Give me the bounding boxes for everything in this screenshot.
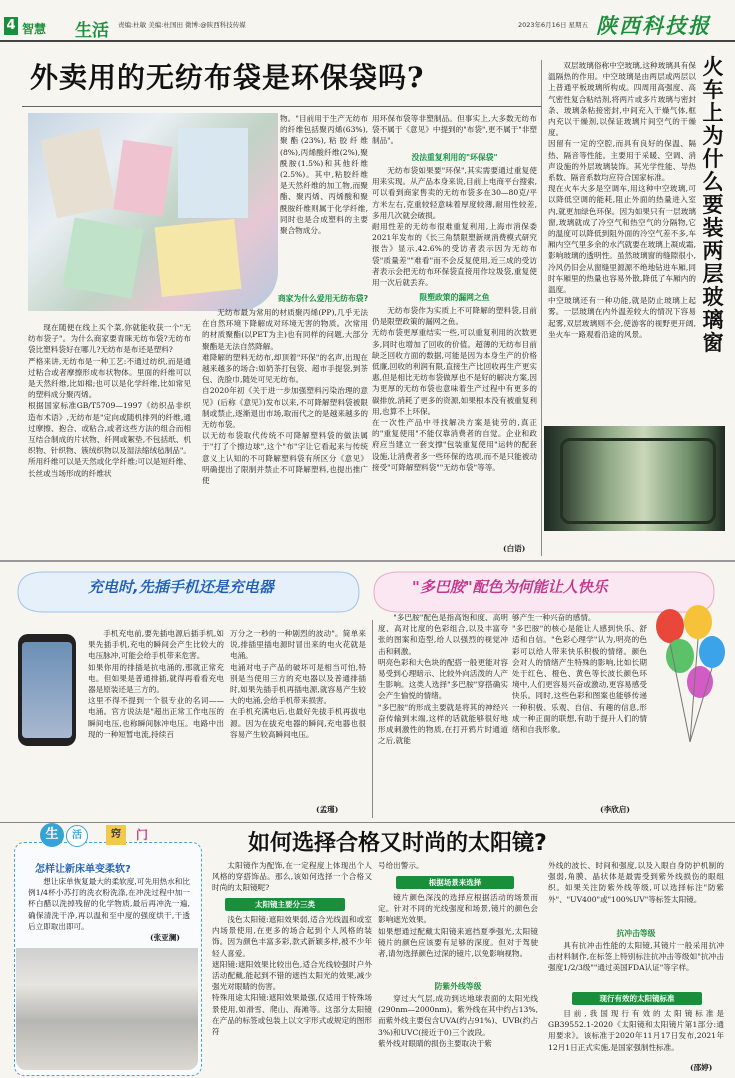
article5-signature: (张亚澜) bbox=[150, 933, 180, 942]
article4-para-b: 够产生一种兴奋的感情。 "多巴胺"的核心是能让人感到快乐、舒适和自信。"色彩心理学"认为,明亮的色彩可以给人带来快乐积极的情绪。颜色会对人的情绪产生特殊的影响,比如长期处于红色、橙色、黄色等长波长颜色环境中,人们更容易兴奋或激动,更容易感受快乐。同时,这些色彩和图案也能够传递一种积极、乐观、自信、有趣的信息,形成一种正面的联想,有助于提升人们的情绪和自我形象。 bbox=[512, 613, 647, 735]
section-divider bbox=[0, 560, 735, 562]
balloons-photo bbox=[650, 604, 728, 744]
article5-body: 想让床单恢复最大的柔软度,可先用热水和比例1/4杯小苏打的洗衣粉洗涤,在冲洗过程中加一杯白醋以洗掉残留的化学物质,最后再冲洗一遍,确保清洗干净,再以温和至中度的强度烘干,干透后立即取出即可。 bbox=[28, 877, 190, 931]
article1-sub2: 没法重复利用的"环保袋" bbox=[411, 153, 498, 162]
article6-sub-uv: 防紫外线等级 bbox=[434, 982, 482, 991]
article3-para-b: 万分之一秒的一种剧烈的波动"。简单来说,排插里插电源时冒出来的电火花就是电涌。 电涌对电子产品的破坏可是相当可怕,特别是当使用三方的充电器以及普通排插时,如果先插手机再插电源,就容易产生较大的电涌,会给手机带来损害。 在手机充满电后,也最好先拔手机再拔电源。因为在拔充电器的瞬间,充电器也很容易产生较高瞬间电压。 bbox=[230, 629, 366, 739]
title-rule bbox=[22, 106, 542, 107]
article6-title: 如何选择合格又时尚的太阳镜? bbox=[248, 831, 547, 856]
article1-signature: (白语) bbox=[503, 544, 526, 553]
train-window-frame bbox=[560, 438, 716, 524]
article3-title: 充电时,先插手机还是充电器 bbox=[88, 578, 274, 596]
article1-sub3: 限塑政策的漏网之鱼 bbox=[419, 293, 490, 302]
article2-body: 双层玻璃俗称中空玻璃,这种玻璃具有保温隔热的作用。中空玻璃是由两层或两层以上普通平板玻璃所构成。四周用高强度、高气密性复合粘结剂,将两片或多片玻璃与密封条、玻璃条粘接密封,中间充入干燥气体,框内充以干燥剂,以保证玻璃片间空气的干燥度。 因留有一定的空腔,而具有良好的保温、隔热、隔音等性能。主要用于采暖、空调、消声设施的外层玻璃装饰。其光学性能、导热系数、隔音系数均应符合国家标准。 现在火车大多是空调车,用这种中空玻璃,可以降低空调的能耗,阻止外面的热量进入室内,就更加绿色环保。因为如果只有一层玻璃窗,玻璃就成了冷空气和热空气的分隔物,它的温度可以降低到阻外面的冷空气差不多,车厢内空气里多余的水汽就要在玻璃上凝成霜,影响玻璃的透明性。虽然玻璃窗的缝隙很小,冷风仍旧会从窗缝里源源不绝地钻进车厢,同时车厢里的热量也容易外散,降低了车厢内的温度。 中空玻璃还有一种功能,就是防止玻璃上起雾。一层玻璃在内外温差较大的情况下容易起雾,双层玻璃则不会,使游客的视野更开阔,坐火车一路观看沿途的风景。 bbox=[548, 61, 696, 339]
article1-intro: 现在随便在线上买个菜,你就能收获一个"无纺布袋子"。为什么商家要青睐无纺布袋?无纺布袋比塑料袋好在哪儿?无纺布是布还是塑料? 严格来讲,无纺布是一种工艺:不通过纺织,而是通过粘合或者摩擦形成布状物体。里面的纤维可以是天然纤维,比如棉;也可以是化学纤维,比如常见的塑料成分聚丙烯。 根据国家标准GB/T5709—1997《纺织品非织造布术语》,无纺布是"定向或随机排列的纤维,通过摩擦、抱合、或粘合,或者这些方法的组合而相互结合制成的片状物、纤网或絮垫,不包括纸、机织物、针织物、簇绒织物以及湿法缩绒毡制品"。所用纤维可以是天然或化学纤维;可以是短纤维、长丝或当场形成的纤维状 bbox=[28, 323, 191, 478]
article2-title: 火车上为什么要装两层玻璃窗 bbox=[702, 55, 724, 355]
section-name bbox=[22, 20, 46, 37]
article4-title: "多巴胺"配色为何能让人快乐 bbox=[412, 578, 608, 596]
page-number: 4 bbox=[4, 17, 18, 35]
article6-para-f: 外线的波长、时间和强度,以及入眼自身防护机制的强弱,角膜、晶状体是最需受到紫外线损伤的眼组织。如果关注防紫外线等级,可以选择标注"防紫外"、"UV400"或"100%UV"等标签太阳镜。 bbox=[548, 861, 724, 904]
article6-para-d: 镜片颜色深浅的选择应根据活动的场景而定。针对不同的光线强度和场景,镜片的颜色会影响遮光效果。 如果想通过配戴太阳镜来遮挡夏季强光,太阳镜镜片的颜色应该要有足够的深度。但对于驾驶者,请勿选择颜色过深的镜片,以免影响视物。 bbox=[378, 893, 538, 959]
article1-para-d: 用环保布袋等非塑制品。但事实上,大多数无纺布袋不属于《意见》中提到的"布袋",更不属于"非塑制品"。 bbox=[372, 114, 537, 146]
article6-para-a: 太阳镜作为配饰,在一定程度上体现出个人风格的穿搭饰品。那么,该如何选择一个合格又时尚的太阳镜呢? bbox=[212, 861, 372, 893]
article1-para-b: 物。"目前用于生产无纺布的纤维包括聚丙烯(63%),聚酯(23%),粘胶纤维(8%),丙烯酸纤维(2%),聚酰胺(1.5%)和其他纤维(2.5%)。其中,粘胶纤维是天然纤维的加工物,而聚酯、聚丙烯、丙烯酸和聚酰胺纤维则属于化学纤维,同时也是合成塑料的主要聚合物成分。 bbox=[280, 114, 368, 236]
badge-c: 窍 bbox=[106, 825, 126, 845]
section-name-2 bbox=[75, 16, 109, 41]
article6-pill-2: 根据场景来选择 bbox=[396, 876, 514, 889]
article6-para-b: 浅色太阳镜:遮阳效果弱,适合光线温和或室内场景使用,在更多的场合起到个人风格的装饰。因为颜色丰富多彩,款式新颖多样,被不少年轻人喜爱。 遮阳镜:遮阳效果比较出色,适合光线较强时户外活动配戴,能起到不错的遮挡太阳光的效果,减少强光对眼睛的伤害。 特殊用途太阳镜:遮阳效果最强,仅适用于特殊场景使用,如滑雪、爬山、海滩等。这部分太阳镜在产品的标签或包装上以文字形式或规定的图形符 bbox=[212, 915, 372, 1037]
article6-para-h: 目前,我国现行有效的太阳镜标准是GB39552.1-2020《太阳镜和太阳镜片第1部分:通用要求》。该标准于2020年11月17日发布,2021年12月1日正式实施,是国家强制性标准。 bbox=[548, 1009, 724, 1052]
article1-title: 外卖用的无纺布袋是环保袋吗? bbox=[30, 61, 425, 94]
badge-a: 生 bbox=[40, 823, 64, 847]
paper-logo: 陕西科技报 bbox=[596, 13, 711, 38]
article6-pill-3: 现行有效的太阳镜标准 bbox=[572, 992, 702, 1005]
section-b: 生 bbox=[75, 21, 92, 41]
article4-para-a: "多巴胺"配色是指高饱和度、高明度、高对比度的色彩组合,以及丰富夸张的图案和造型,给人以强烈的视觉冲击和刺激。 明亮色彩和大色块的配搭一般更能对容易受到心理暗示、比较外向活泼的人产生影响。这类人选择"多巴胺"穿搭确实会产生愉悦的情绪。 "多巴胺"的形成主要就是将其的神经兴奋传输到末端,这样的话就能够很好地形成刺激性的物质,在打开鸦片时通道之后,就能 bbox=[378, 613, 508, 746]
article3-para-a: 手机充电前,要先插电源后插手机,如果先插手机,充电的瞬间会产生比较大的电压脉冲,可能会给手机带来危害。 如果你用的排插是抗电涌的,那就正常充电。但如果是普通排插,就得再看看充电器是原装还是三方的。 这里不得不提到一个很专业的名词——电涌。官方说法是"超出正常工作电压的瞬间电压,也称瞬间脉冲电压。电路中出现的一种短暂电流,持续百 bbox=[88, 629, 224, 739]
column-rule bbox=[541, 60, 542, 556]
article1-sub1: 商家为什么爱用无纺布袋? bbox=[277, 294, 369, 303]
phone-screen bbox=[22, 642, 72, 738]
article6-pill-1: 太阳镜主要分三类 bbox=[225, 898, 345, 911]
photo-bags bbox=[28, 113, 278, 311]
bags-illustration bbox=[28, 113, 278, 311]
badge-d: 门 bbox=[135, 828, 148, 842]
article6-signature: (邵婷) bbox=[690, 1063, 713, 1072]
badge-b: 活 bbox=[66, 825, 88, 847]
column-rule-2 bbox=[372, 620, 373, 818]
editor-line: 责编:杜敏 美编:杜国田 微博:@陕西科技传媒 bbox=[118, 21, 246, 29]
article6-sub-impact: 抗冲击等级 bbox=[616, 929, 656, 938]
life-tips-badge bbox=[40, 823, 160, 849]
article6-para-g: 具有抗冲击性能的太阳镜,其镜片一般采用抗冲击材料制作,在标签上特别标注抗冲击等级如"抗冲击强度1/2/3级""通过美国FDA认证"等字样。 bbox=[548, 941, 724, 973]
article1-para-c: 无纺布最为常用的材质聚丙烯(PP),几乎无法在自然环境下降解成对环境无害的物质。次常用的材质聚酯(以PET为主)也有同样的问题,大部分聚酯是无法自然降解。 难降解的塑料无纺布,却顶着"环保"的名声,出现在越来越多的场合:如奶茶打包袋、超市手提袋,到茶包、洗脸巾,随处可见无纺布。 自2020年初《关于进一步加强塑料污染治理的意见》(后称《意见》)发布以来,不可降解塑料袋被限制或禁止,逐渐退出市场,取而代之的是越来越多的无纺布袋。 以无纺布袋取代传统不可降解塑料袋的做法属于"打了个擦边球",这个"布"字让它看起来与传统意义上认知的不可降解塑料袋有所区分《意见》明确提出了限制并禁止不可降解塑料,也提出推广使 bbox=[202, 308, 368, 486]
balloons-illustration bbox=[650, 604, 728, 744]
article3-signature: (孟瑾) bbox=[316, 805, 339, 814]
section-a: 智慧 bbox=[22, 22, 47, 36]
article6-para-e: 穿过大气层,成功到达地球表面的太阳光线(290nm—2000nm)。紫外线在其中约占13%,而紫外线主要包含UVA(约占91%)、UVB(约占3%)和UVC(接近于0)三个波段。 紫外线对眼睛的损伤主要取决于紫 bbox=[378, 994, 538, 1048]
article5-title: 怎样让新床单变柔软? bbox=[35, 864, 131, 875]
issue-date: 2023年6月16日 星期五 bbox=[518, 21, 589, 29]
article6-para-c: 号给出警示。 bbox=[378, 861, 424, 870]
article1-para-f: 无纺布袋作为实质上不可降解的塑料袋,目前仍是限塑政策的漏网之鱼。 无纺布袋更厚重结实一些,可以重复利用的次数更多,同时也增加了回收的价值。超薄的无纺布目前缺乏回收方面的数据,可能是因为本身生产的价格低廉,回收的利润有限,直接生产比回收再生产更实惠,但是相比无纺布袋做厚也不是好的解决方案,因为更厚的无纺布袋也意味着生产过程中有更多的碳排放,消耗了更多的资源,如果根本没有被重复利用,也算不上环保。 在一次性产品中寻找解决方案是徒劳的,真正的"重复使用"不能仅靠消费者的自觉。企业和政府应当建立一套支撑"包装重复使用"运转的配套设施,让消费者多一些环保的选项,而不是只能被动接受"可降解塑料袋""无纺布袋"等等。 bbox=[372, 306, 537, 472]
article4-signature: (李欣启) bbox=[600, 805, 630, 814]
section-c: 活 bbox=[92, 21, 109, 41]
article1-para-e: 无纺布袋如果要"环保",其实需要通过重复使用来实现。从产品本身来说,目前上电商平台搜索,可以看到商家售卖的无纺布袋多在30—80克/平方米左右,克重较轻意味着厚度较薄,耐用性较差,多用几次就会破损。 耐用性差的无纺布很难重复利用,上海市消保委2021年发布的《长三角禁限塑新规消费模式研究报告》显示,42.6%的受访者表示因为无纺布袋"质量差""难看"而不会反复使用,近三成的受访者表示会把无纺布环保袋直接用作垃圾袋,重复使用一次后就丢弃。 bbox=[372, 166, 537, 288]
bed-photo bbox=[16, 948, 198, 1070]
